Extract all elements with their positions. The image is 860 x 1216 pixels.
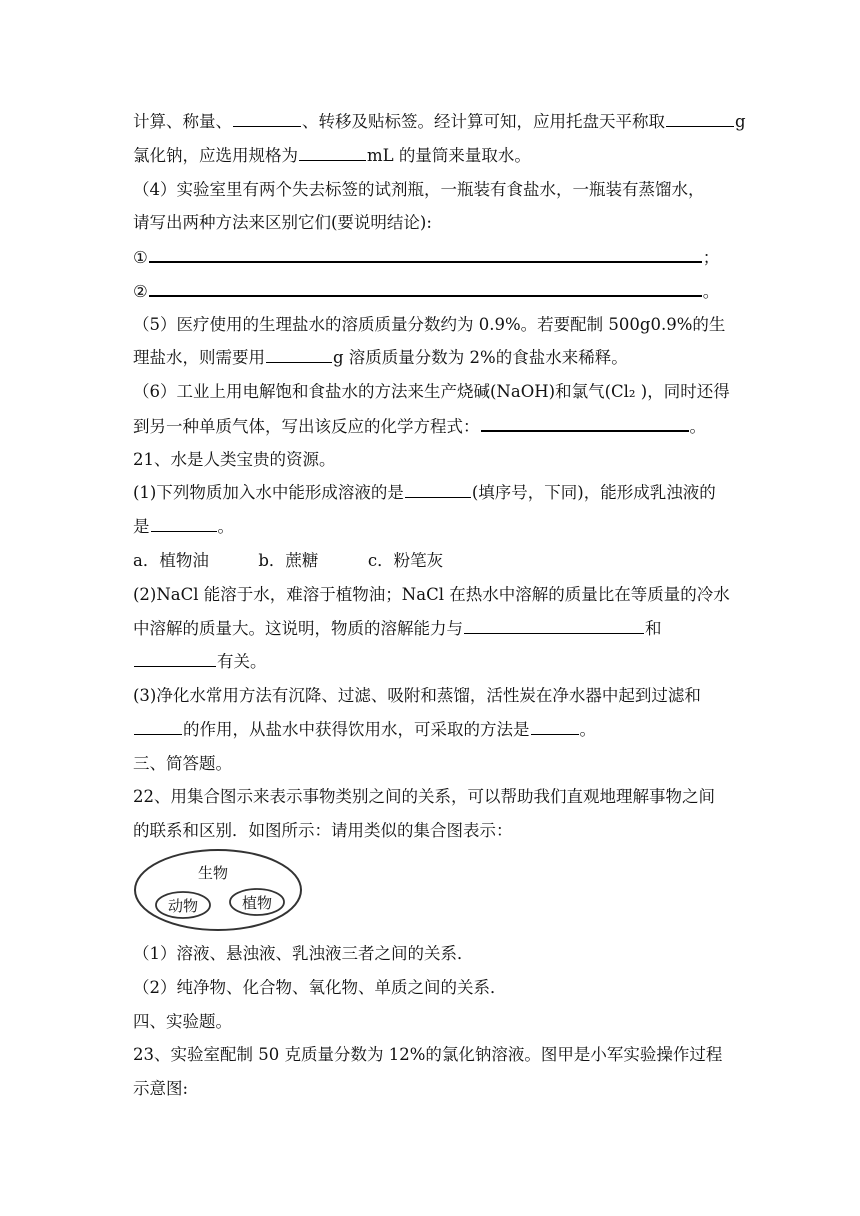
text: 计算、称量、 — [133, 112, 232, 131]
text: 有关。 — [217, 652, 267, 671]
text: (2)NaCl 能溶于水，难溶于植物油；NaCl 在热水中溶解的质量比在等质量的冷水 — [133, 585, 730, 604]
line-27 — [133, 1077, 188, 1101]
text: 。 — [579, 720, 596, 739]
text: 。 — [217, 517, 234, 536]
line-26 — [133, 1043, 722, 1067]
text: （6）工业上用电解饱和食盐水的方法来生产烧碱(NaOH)和氯气(Cl₂ )，同时还得 — [133, 382, 730, 401]
line-25 — [133, 1010, 232, 1034]
text: 21、水是人类宝贵的资源。 — [133, 450, 336, 469]
blank — [299, 144, 366, 161]
line-9 — [133, 380, 730, 404]
text: 是 — [133, 517, 150, 536]
text: ② — [133, 282, 148, 301]
line-5 — [133, 245, 719, 269]
blank — [151, 515, 217, 532]
blank — [531, 718, 579, 735]
text: （2）纯净物、化合物、氧化物、单质之间的关系． — [133, 978, 507, 997]
text: 。 — [702, 282, 720, 301]
text: 氯化钠，应选用规格为 — [133, 146, 298, 165]
line-19 — [133, 718, 596, 742]
line-10 — [133, 414, 706, 438]
text: (1)下列物质加入水中能形成溶液的是 — [133, 483, 404, 502]
answer-line-2 — [149, 279, 702, 297]
line-2 — [133, 144, 531, 168]
text: 、转移及贴标签。经计算可知，应用托盘天平称取 — [302, 112, 665, 131]
section-heading: 四、实验题。 — [133, 1012, 232, 1031]
line-12 — [133, 481, 716, 505]
line-21 — [133, 785, 715, 809]
set-diagram — [133, 848, 303, 932]
section-heading: 三、简答题。 — [133, 754, 232, 773]
text: （5）医疗使用的生理盐水的溶质质量分数约为 0.9%。若要配制 500g0.9%的生 — [133, 315, 726, 334]
text: 理盐水，则需要用 — [133, 348, 265, 367]
blank — [134, 718, 182, 735]
text: （1）溶液、悬浊液、乳浊液三者之间的关系． — [133, 944, 474, 963]
blank — [666, 110, 734, 127]
text: 中溶解的质量大。这说明，物质的溶解能力与 — [133, 619, 463, 638]
text: g — [735, 112, 746, 131]
blank — [134, 650, 216, 667]
outer-set-label: 生物 — [197, 864, 229, 882]
line-14 — [133, 549, 443, 573]
equation-blank — [481, 414, 689, 432]
text: 22、用集合图示来表示事物类别之间的关系，可以帮助我们直观地理解事物之间 — [133, 787, 715, 806]
text: 示意图: — [133, 1079, 189, 1098]
line-4 — [133, 211, 432, 235]
line-23 — [133, 942, 474, 966]
text: 和 — [645, 619, 662, 638]
line-8 — [133, 346, 628, 370]
line-24 — [133, 976, 507, 1000]
text: mL 的量筒来量取水。 — [367, 146, 531, 165]
text: 的作用，从盐水中获得饮用水，可采取的方法是 — [183, 720, 530, 739]
text: 的联系和区别．如图所示：请用类似的集合图表示： — [133, 821, 513, 840]
line-15 — [133, 583, 730, 607]
blank — [233, 110, 301, 127]
left-set-label: 动物 — [167, 897, 199, 915]
text: (3)净化水常用方法有沉降、过滤、吸附和蒸馏，活性炭在净水器中起到过滤和 — [133, 686, 701, 705]
line-18 — [133, 684, 701, 708]
answer-line-1 — [149, 245, 702, 263]
blank — [266, 346, 332, 363]
line-1 — [133, 110, 746, 134]
text: 。 — [689, 417, 706, 436]
line-16 — [133, 617, 662, 641]
text: （4）实验室里有两个失去标签的试剂瓶，一瓶装有食盐水，一瓶装有蒸馏水， — [133, 180, 705, 199]
text: 到另一种单质气体，写出该反应的化学方程式： — [133, 417, 480, 436]
outer-set-ellipse — [135, 850, 301, 930]
line-20 — [133, 752, 232, 776]
text: a．植物油 b．蔗糖 c．粉笔灰 — [133, 551, 444, 570]
line-11 — [133, 448, 336, 472]
line-3 — [133, 178, 705, 202]
line-22 — [133, 819, 513, 843]
text: 请写出两种方法来区别它们(要说明结论): — [133, 213, 432, 232]
line-7 — [133, 313, 725, 337]
text: (填序号，下同)，能形成乳浊液的 — [471, 483, 716, 502]
right-set-label: 植物 — [241, 894, 273, 912]
line-6 — [133, 279, 719, 303]
line-17 — [133, 650, 267, 674]
line-13 — [133, 515, 234, 539]
blank — [464, 617, 644, 634]
blank — [405, 481, 471, 498]
text: g 溶质质量分数为 2%的食盐水来稀释。 — [333, 348, 628, 367]
text: 23、实验室配制 50 克质量分数为 12%的氯化钠溶液。图甲是小军实验操作过程 — [133, 1045, 723, 1064]
text: ； — [702, 248, 720, 267]
text: ① — [133, 248, 148, 267]
